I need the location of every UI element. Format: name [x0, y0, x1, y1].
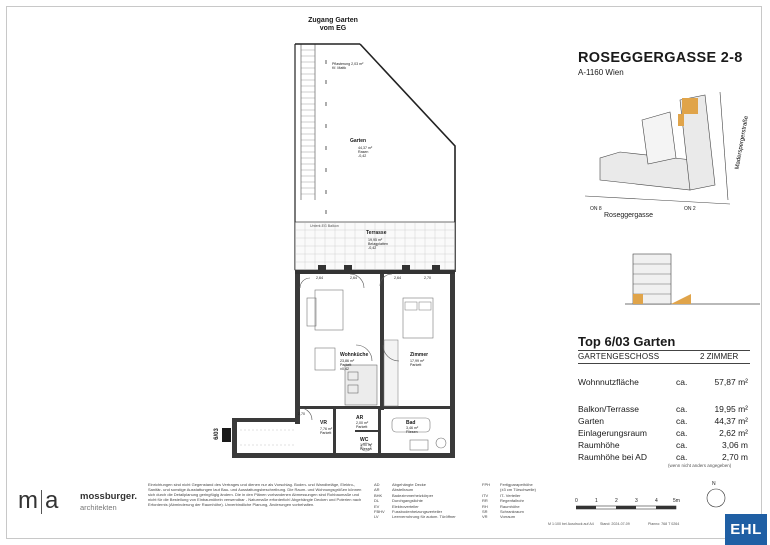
area-row-raumhoehe-ad: Raumhöhe bei AD ca. 2,70 m — [578, 452, 748, 462]
brand-sub: architekten — [80, 503, 117, 512]
room-wohnkueche-details: 23,86 m² Parkett ±0,42 — [340, 359, 355, 372]
height-3: 2,64 — [394, 276, 401, 280]
room-ar-details: 2,00 m² Parkett — [356, 421, 369, 430]
area-row-raumhoehe: Raumhöhe ca. 3,06 m — [578, 440, 748, 450]
site-plan — [580, 90, 760, 225]
terrace-edge-label: Unterk.EG Balkon — [310, 224, 339, 228]
legend-item: DL Durchgangslichte — [374, 498, 423, 504]
scale-bar — [576, 504, 682, 512]
area-row-wohnnutzflaeche: Wohnnutzfläche ca. 57,87 m² — [578, 377, 748, 387]
vr-dashes — [240, 430, 295, 445]
room-terrasse-details: 19,95 m² Belagplatten -0,42 — [368, 238, 388, 251]
room-wohnkueche: Wohnküche — [340, 352, 369, 358]
area-row-einlagerung: Einlagerungsraum ca. 2,62 m² — [578, 428, 748, 438]
pflasterung-label: Pflasterung 2,03 m² Kf. Mattk — [332, 62, 364, 71]
disclaimer-text: Einrichtungen sind nicht Gegenstand des Vertrages und dienen nur als Vorschlag. Boden- und Wandbeläge, Elektro-, Sanitär- und sonstige Ausstattungen laut Bau- und Ausstattungsbeschreibung. Die Raum- und Wohnungsgrößen können sich durch die Detailplanung geringfügig ändern. Die in den Plänen vorhandenen Abmessungen sind Rohbaumaße und nicht für die Bestellung von Einbaumöbeln verwendbar - Naturmaße erforderlich! Abgehängte Decken und Poterien nach Erfordernis (Abminderung der Raumhöhe). Unverbindliche Planung, Änderungen vorbehalten. — [148, 482, 362, 508]
brand-name: mossburger. — [80, 491, 138, 502]
scale-tick-5: 5m — [673, 498, 680, 504]
street-right: Maderspergerstraße — [734, 115, 750, 170]
legend-item: RH Raumhöhe — [482, 503, 520, 509]
room-vr: VR — [320, 420, 327, 426]
room-ar: AR — [356, 415, 364, 421]
unit-floor: GARTENGESCHOSS — [578, 352, 660, 361]
scale-tick-4: 4 — [655, 498, 658, 504]
entrance-1-label: ON 8 — [590, 206, 602, 212]
garden-access-label: Zugang Garten vom EG — [308, 17, 358, 32]
section-highlight — [633, 294, 643, 304]
area-row-garten: Garten ca. 44,37 m² — [578, 416, 748, 426]
room-garten-details: 44,37 m² Rasen -0,42 — [358, 146, 373, 159]
legend-item: (±3 cm Türschwelle) — [500, 487, 536, 493]
unit-marker-label: 6/03 — [213, 428, 220, 440]
project-address: A-1160 Wien — [578, 68, 624, 77]
unit-highlight — [682, 98, 698, 114]
north-arrow-icon — [704, 484, 730, 510]
room-terrasse: Terrasse — [366, 230, 387, 236]
garden-hatch — [301, 50, 315, 194]
area-note: (wenn nicht anders angegeben) — [668, 463, 732, 468]
legend-item: BHK Badezimmerheizkörper — [374, 492, 434, 498]
subtitle-divider — [578, 363, 750, 364]
scale-tick-2: 2 — [615, 498, 618, 504]
height-2: 2,64 — [350, 276, 357, 280]
room-bad-details: 3,46 m² Fliesen — [406, 426, 419, 435]
room-zimmer-details: 17,99 m² Parkett — [410, 359, 425, 368]
facade-wall — [295, 270, 455, 274]
plan-number: Planno: 768 T 0264 — [648, 522, 680, 526]
brand-divider — [41, 490, 42, 514]
legend-item: AD Abgehängte Decke — [374, 482, 427, 487]
legend-item: ITV IT- Verteiler — [482, 492, 521, 498]
unit-title: Top 6/03 Garten — [578, 334, 676, 349]
scale-tick-0: 0 — [575, 498, 578, 504]
north-label: N — [712, 481, 716, 487]
height-4: 2,70 — [424, 276, 431, 280]
room-vr-details: 7,76 m² Parkett — [320, 427, 333, 436]
legend-item: RR Regenfallrohr — [482, 498, 525, 504]
room-bad: Bad — [406, 420, 416, 426]
room-zimmer: Zimmer — [410, 352, 429, 358]
height-1: 2,64 — [316, 276, 323, 280]
height-5: 2,70 — [298, 412, 305, 416]
sofa — [315, 290, 343, 330]
dining-table — [315, 348, 335, 370]
sink — [436, 438, 446, 448]
entrance-2-label: ON 2 — [684, 206, 696, 212]
wardrobe — [384, 340, 398, 406]
legend-item: AR Abstellraum — [374, 487, 414, 493]
room-wc-details: 1,90 m² Fliesen — [360, 443, 373, 452]
legend-item: SR Schrankraum — [482, 509, 524, 515]
legend-column-1 — [374, 482, 456, 520]
legend-item: LV Leerverrohrung für autom. Türöffner — [374, 514, 456, 520]
legend-item: EV Elektroverteiler — [374, 503, 419, 509]
bed — [403, 298, 433, 338]
street-bottom-label: Roseggergasse — [604, 212, 654, 219]
room-wc: WC — [360, 437, 369, 443]
section-diagram — [625, 238, 760, 318]
date-text: Stand: 2024-07-09 — [600, 522, 630, 526]
area-row-balkon: Balkon/Terrasse ca. 19,95 m² — [578, 404, 748, 414]
scale-text: M 1:100 bei Ausdruck auf A4 — [548, 522, 594, 526]
brand-a: a — [45, 487, 59, 514]
ehl-logo: EHL — [725, 514, 767, 545]
legend-column-2 — [482, 482, 536, 520]
scale-tick-1: 1 — [595, 498, 598, 504]
legend-item: VR Vorraum — [482, 514, 516, 520]
room-garten: Garten — [350, 138, 367, 144]
title-divider — [578, 350, 750, 351]
legend-item: FPH Fertigparapethöhe — [482, 482, 533, 487]
project-title: ROSEGGERGASSE 2-8 — [578, 50, 743, 66]
brand-m: m — [18, 487, 38, 514]
scale-tick-3: 3 — [635, 498, 638, 504]
unit-rooms: 2 ZIMMER — [700, 352, 739, 361]
entrance-marker — [222, 428, 231, 442]
legend-item: FBHV Fussbodenheizungsverteiler — [374, 509, 443, 515]
